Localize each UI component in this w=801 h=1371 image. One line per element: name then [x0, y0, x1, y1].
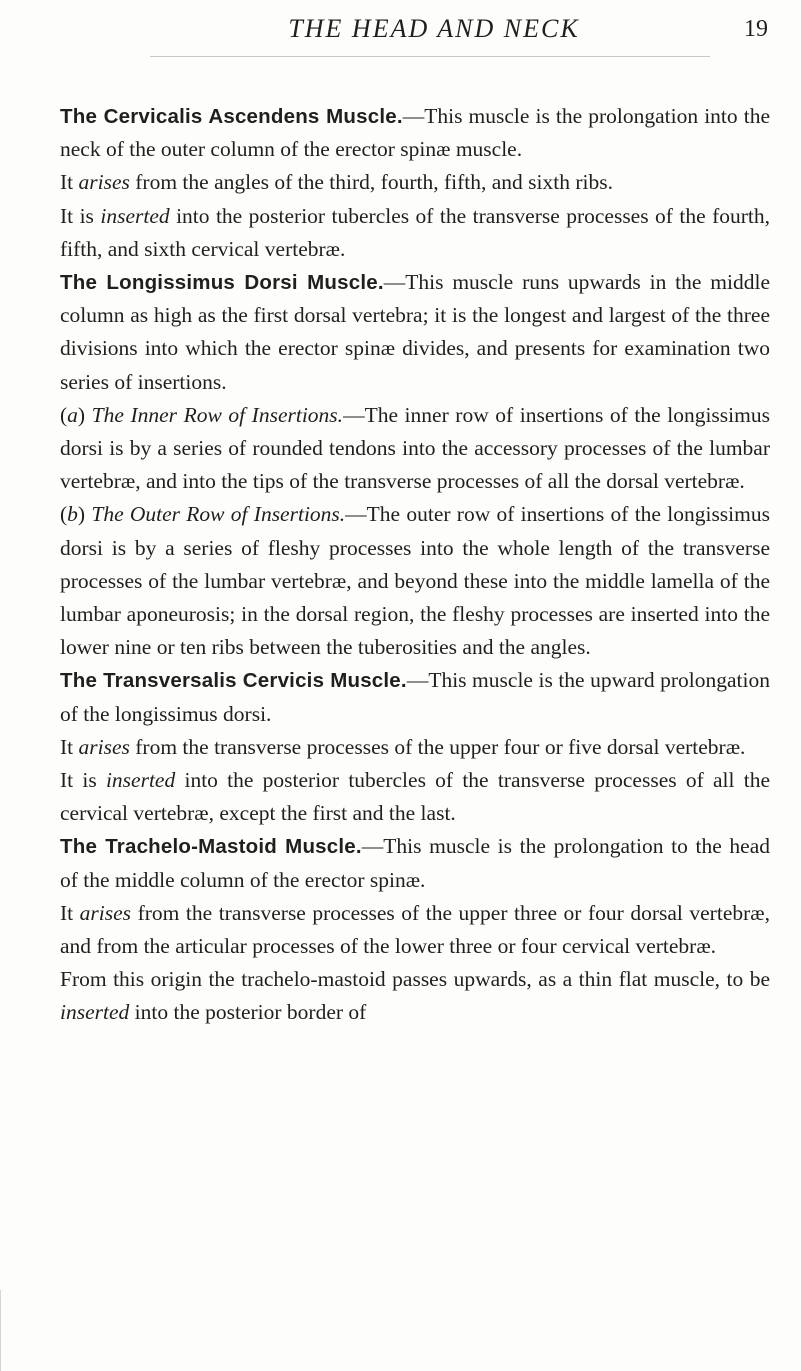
- paragraph-lead: From this origin the trachelo-mastoid passes upwards, as a thin flat muscle, to be: [60, 967, 770, 992]
- paragraph-lead: It: [60, 734, 79, 759]
- italic-term: arises: [78, 170, 130, 195]
- italic-term: inserted: [60, 1000, 130, 1025]
- paragraph-cervicalis-insertion: [60, 200, 770, 266]
- italic-term: arises: [78, 734, 130, 759]
- paragraph-text: from the transverse processes of the upper four or five dorsal vertebræ.: [129, 734, 746, 759]
- paragraph-text: from the transverse processes of the upper three or four dorsal vertebræ, and from the articular processes of the lower three or four cervical vertebræ.: [60, 900, 770, 959]
- paragraph-text: —This muscle is the prolongation to the head of the middle column of the erector spinæ.: [60, 834, 770, 892]
- paragraph-lead: It is: [60, 768, 106, 793]
- paragraph-lead: (: [60, 502, 68, 527]
- paragraph-lead: It: [60, 170, 79, 195]
- italic-term: inserted: [100, 203, 170, 228]
- paragraph-mid: ): [77, 502, 92, 527]
- italic-term: The Outer Row of Insertions.: [91, 502, 346, 527]
- paragraph-text: —The inner row of insertions of the longissimus dorsi is by a series of rounded tendons into the accessory processes of the lumbar vertebræ, and into the tips of the transverse processes of all the dorsal vertebræ.: [60, 402, 770, 494]
- header-rule: [150, 56, 710, 57]
- paragraph-text: —This muscle is the prolongation into the neck of the outer column of the erector spinæ muscle.: [60, 104, 770, 162]
- paragraph-text: into the posterior border of: [129, 1000, 367, 1025]
- italic-term: arises: [79, 900, 132, 925]
- paragraph-lead: It is: [60, 203, 101, 228]
- paragraph-text: —This muscle is the upward prolongation of the longissimus dorsi.: [60, 668, 770, 726]
- paragraph-trachelo-origin: [60, 897, 770, 963]
- running-head: THE HEAD AND NECK: [288, 14, 580, 43]
- paragraph-transversalis-origin: [60, 731, 770, 764]
- page-edge-mark: [0, 1290, 1, 1371]
- section-heading: The Transversalis Cervicis Muscle.: [60, 669, 407, 693]
- paragraph-text: from the angles of the third, fourth, fifth, and sixth ribs.: [129, 170, 613, 195]
- body-text: [60, 100, 770, 1030]
- page-header: [100, 14, 768, 48]
- paragraph-text: —This muscle runs upwards in the middle column as high as the first dorsal vertebra; it is the longest and largest of the three divisions into which the erector spinæ divides, and presents for examination two series of insertions.: [60, 270, 770, 394]
- item-letter: a: [67, 402, 78, 427]
- paragraph-transversalis-insertion: [60, 764, 770, 830]
- paragraph-mid: ): [77, 402, 92, 427]
- section-heading: The Trachelo-Mastoid Muscle.: [60, 835, 362, 859]
- paragraph-lead: (: [60, 402, 68, 427]
- paragraph-trachelo-course: [60, 963, 770, 1029]
- paragraph-text: into the posterior tubercles of the transverse processes of the fourth, fifth, and sixth cervical vertebræ.: [60, 203, 770, 261]
- paragraph-longissimus-heading: [60, 266, 770, 399]
- italic-term: The Inner Row of Insertions.: [91, 402, 344, 427]
- item-letter: b: [67, 502, 78, 527]
- paragraph-outer-row: [60, 498, 770, 664]
- paragraph-cervicalis-origin: [60, 166, 770, 199]
- section-heading: The Cervicalis Ascendens Muscle.: [60, 105, 403, 128]
- paragraph-inner-row: [60, 399, 770, 499]
- paragraph-text: —The outer row of insertions of the longissimus dorsi is by a series of fleshy processes into the whole length of the transverse processes of the lumbar vertebræ, and beyond these into the middle lamella of the lumbar aponeurosis; in the dorsal region, the fleshy processes are inserted into the lower nine or ten ribs between the tuberosities and the angles.: [60, 502, 770, 660]
- section-heading: The Longissimus Dorsi Muscle.: [60, 271, 384, 295]
- paragraph-text: into the posterior tubercles of the transverse processes of all the cervical vertebræ, except the first and the last.: [60, 768, 770, 826]
- paragraph-trachelo-heading: [60, 830, 770, 896]
- page-number: 19: [744, 16, 768, 42]
- paragraph-lead: It: [60, 900, 80, 925]
- paragraph-transversalis-heading: [60, 664, 770, 730]
- paragraph-cervicalis-heading: [60, 100, 770, 166]
- italic-term: inserted: [105, 768, 176, 793]
